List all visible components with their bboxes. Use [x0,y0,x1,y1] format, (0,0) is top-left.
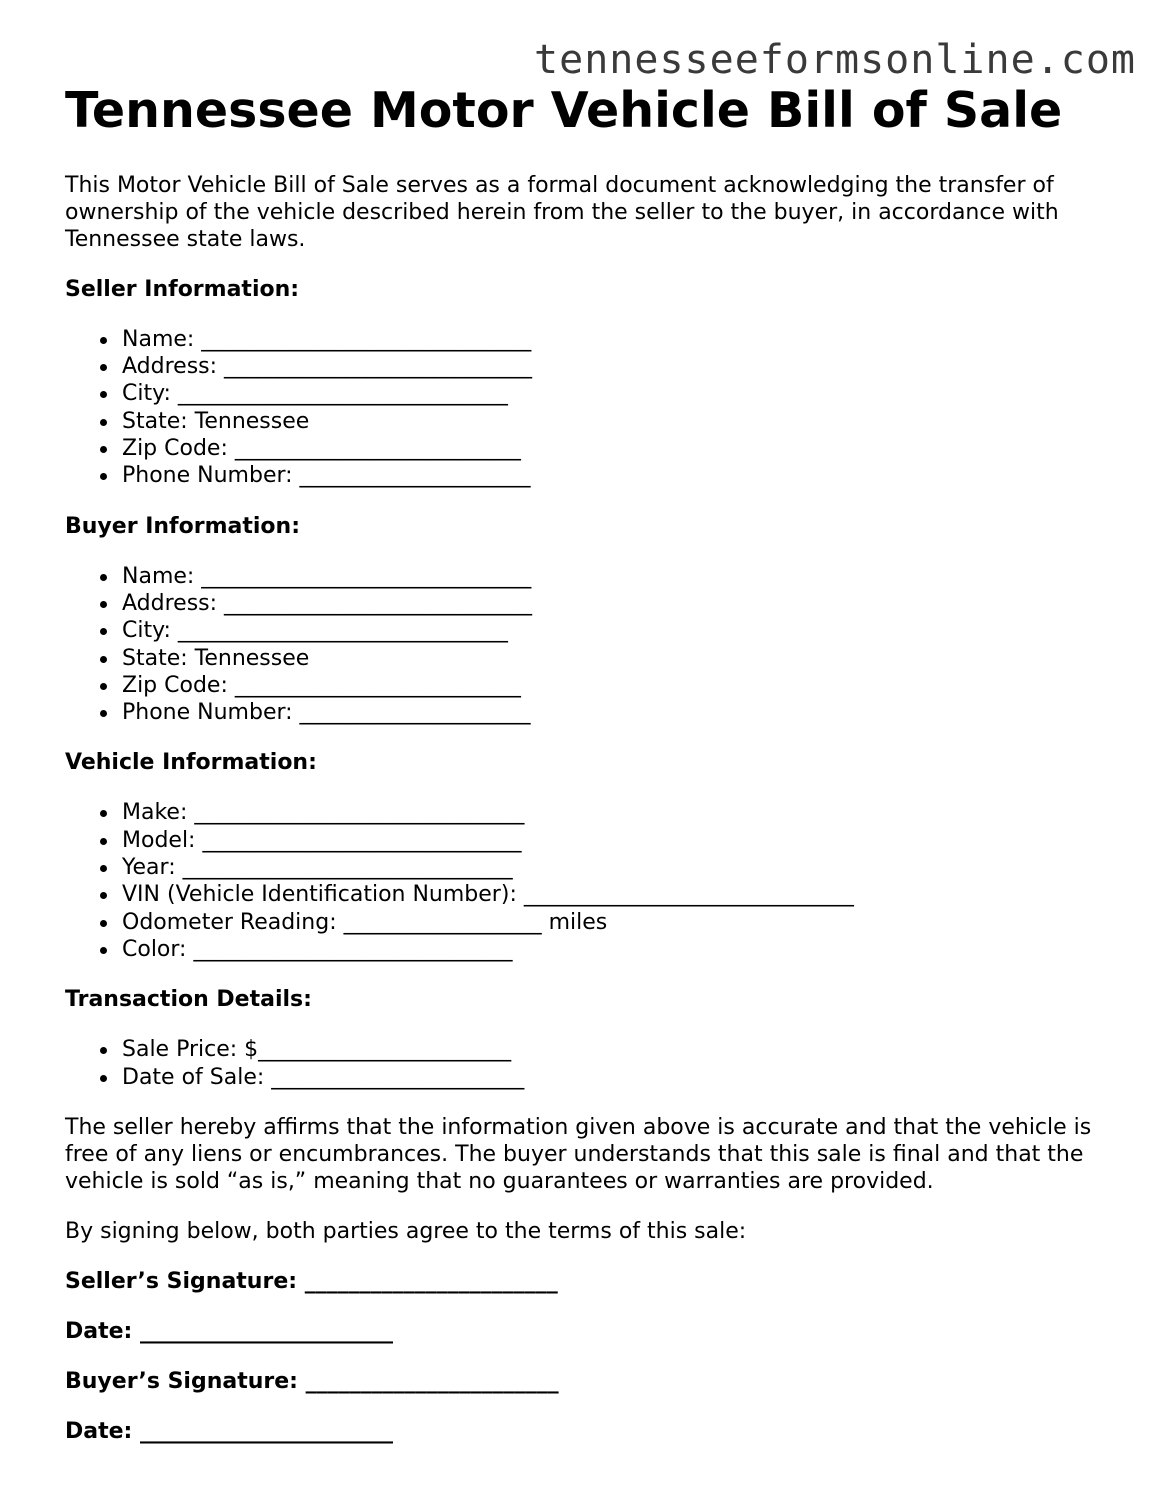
document-page [65,84,1125,1445]
vehicle-section-heading: Vehicle Information: [65,750,317,776]
seller-zip-field: Zip Code: __________________________ [122,435,1125,462]
seller-phone-field: Phone Number: _____________________ [122,462,1125,489]
agreement-paragraph: By signing below, both parties agree to the terms of this sale: [65,1218,747,1244]
buyer-zip-field: Zip Code: __________________________ [122,672,1125,699]
buyer-address-field: Address: ____________________________ [122,590,1125,617]
buyer-section-heading: Buyer Information: [65,513,300,539]
seller-name-field: Name: ______________________________ [122,326,1125,353]
seller-city-field: City: ______________________________ [122,380,1125,407]
seller-section-heading: Seller Information: [65,276,300,302]
buyer-name-field: Name: ______________________________ [122,563,1125,590]
buyer-state-field: State: Tennessee [122,645,1125,672]
affirmation-paragraph: The seller hereby affirms that the information given above is accurate and that the vehicle is free of any liens or encumbrances. The buyer understands that this sale is final and that the vehicle is sold “as is,” meaning that no guarantees or warranties are provided. [65,1114,1092,1194]
seller-field-list [65,326,1125,490]
vehicle-color-field: Color: _____________________________ [122,936,1125,963]
seller-state-field: State: Tennessee [122,408,1125,435]
document-title: Tennessee Motor Vehicle Bill of Sale [65,82,1063,139]
vehicle-odometer-field: Odometer Reading: __________________ miles [122,909,1125,936]
vehicle-model-field: Model: _____________________________ [122,827,1125,854]
buyer-phone-field: Phone Number: _____________________ [122,699,1125,726]
buyer-field-list [65,563,1125,727]
watermark-site-name: tennesseeformsonline.com [534,37,1136,83]
seller-address-field: Address: ____________________________ [122,353,1125,380]
vehicle-make-field: Make: ______________________________ [122,799,1125,826]
buyer-city-field: City: ______________________________ [122,617,1125,644]
transaction-section-heading: Transaction Details: [65,987,312,1013]
vehicle-field-list [65,799,1125,963]
seller-date-line: Date: _______________________ [65,1318,394,1344]
transaction-field-list [65,1036,1125,1091]
seller-signature-line: Seller’s Signature: _______________________ [65,1268,558,1294]
buyer-signature-line: Buyer’s Signature: _______________________ [65,1368,559,1394]
sale-date-field: Date of Sale: _______________________ [122,1064,1125,1091]
intro-paragraph: This Motor Vehicle Bill of Sale serves as a formal document acknowledging the transfer of ownership of the vehicle described herein from the seller to the buyer, in accordance with Tennessee state laws. [65,172,1059,252]
vehicle-year-field: Year: ______________________________ [122,854,1125,881]
buyer-date-line: Date: _______________________ [65,1418,394,1444]
sale-price-field: Sale Price: $_______________________ [122,1036,1125,1063]
vehicle-vin-field: VIN (Vehicle Identification Number): ______________________________ [122,881,1125,908]
